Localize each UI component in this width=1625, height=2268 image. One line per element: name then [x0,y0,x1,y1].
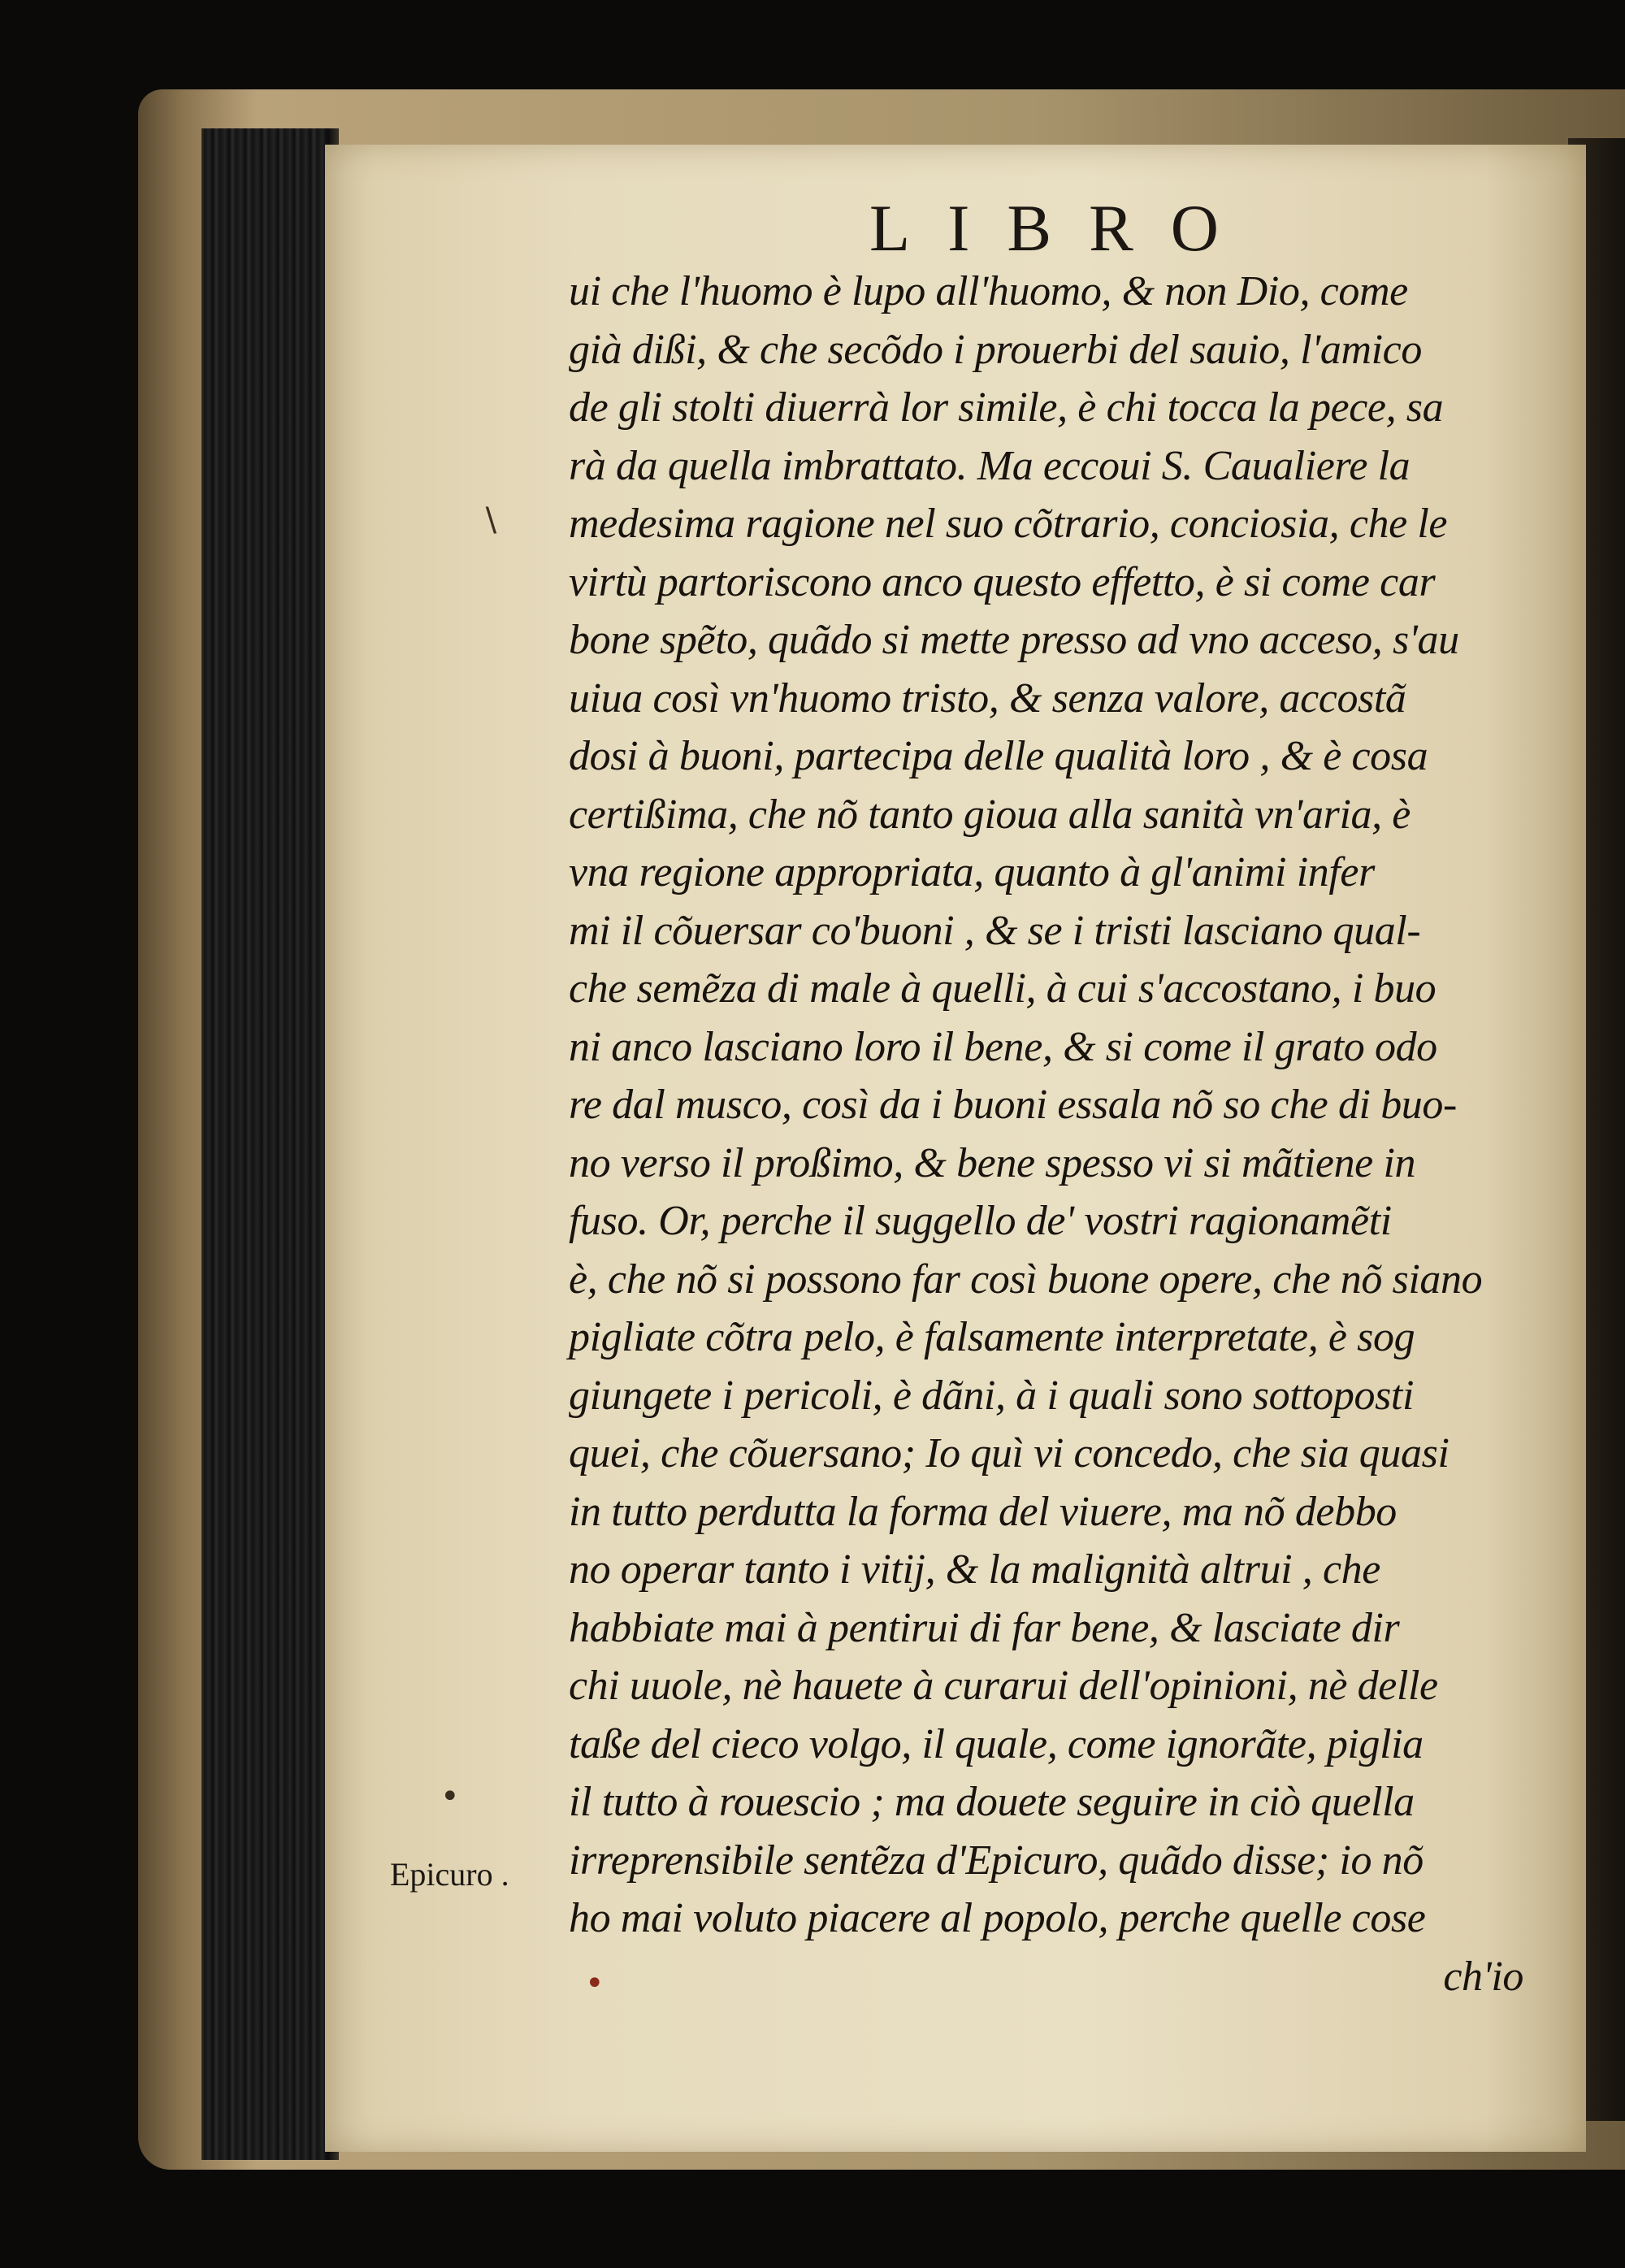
text-line: dosi à buoni, partecipa delle qualità loro , & è cosa [569,733,1428,779]
text-line: bone spẽto, quãdo si mette presso ad vno acceso, s'au [569,617,1459,663]
text-line: re dal musco, così da i buoni essala nõ so che di buo- [569,1082,1457,1128]
text-line: vna regione appropriata, quanto à gl'animi infer [569,849,1375,895]
book-page [325,145,1586,2152]
text-line: giungete i pericoli, è dãni, à i quali sono sottoposti [569,1372,1415,1419]
text-line: no operar tanto i vitij, & la malignità altrui , che [569,1546,1380,1593]
text-line: che semẽza di male à quelli, à cui s'accostano, i buo [569,965,1436,1012]
text-line: uiua così vn'huomo tristo, & senza valore, accostã [569,674,1406,722]
text-line: habbiate mai à pentirui di far bene, & lasciate dir [569,1604,1400,1651]
text-line: il tutto à rouescio ; ma douete seguire in ciò quella [569,1779,1415,1825]
text-line: de gli stolti diuerrà lor simile, è chi tocca la pece, sa [569,384,1444,431]
text-line: no verso il proßimo, & bene spesso vi si mãtiene in [569,1139,1416,1186]
text-line: taße del cieco volgo, il quale, come ignorãte, piglia [569,1720,1424,1767]
catchword: ch'io [1443,1953,1523,2000]
text-line: chi uuole, nè hauete à curarui dell'opinioni, nè delle [569,1663,1438,1709]
margin-tick-mark: ∖ [479,502,500,540]
text-line: ho mai voluto piacere al popolo, perche quelle cose [569,1895,1426,1941]
text-line: fuso. Or, perche il suggello de' vostri ragionamẽti [569,1198,1392,1244]
text-line: mi il cõuersar co'buoni , & se i tristi lasciano qual- [569,907,1421,954]
marginal-note: Epicuro . [390,1856,509,1893]
text-line: medesima ragione nel suo cõtrario, conciosia, che le [569,501,1448,547]
text-line: pigliate cõtra pelo, è falsamente interpretate, è sog [569,1314,1415,1360]
text-line: certißima, che nõ tanto gioua alla sanità vn'aria, è [569,791,1410,838]
text-line: ui che l'huomo è lupo all'huomo, & non Dio, come [569,268,1408,314]
main-text [569,262,1532,2006]
text-line: virtù partoriscono anco questo effetto, è si come car [569,558,1436,605]
running-header: LIBRO [869,191,1256,265]
margin-dot-mark: • [440,1778,460,1815]
text-line: rà da quella imbrattato. Ma eccoui S. Caualiere la [569,442,1410,489]
text-line: già dißi, & che secõdo i prouerbi del sauio, l'amico [569,326,1422,373]
text-line: è, che nõ si possono far così buone opere, che nõ siano [569,1255,1483,1303]
text-line: irreprensibile sentẽza d'Epicuro, quãdo disse; io nõ [569,1837,1424,1884]
ink-spot-mark: • [585,1965,604,2002]
text-line: ni anco lasciano loro il bene, & si come il grato odo [569,1023,1437,1070]
text-line: in tutto perdutta la forma del viuere, ma nõ debbo [569,1488,1397,1535]
page-fore-edge [202,128,327,2160]
text-line: quei, che cõuersano; Io quì vi concedo, che sia quasi [569,1430,1450,1477]
